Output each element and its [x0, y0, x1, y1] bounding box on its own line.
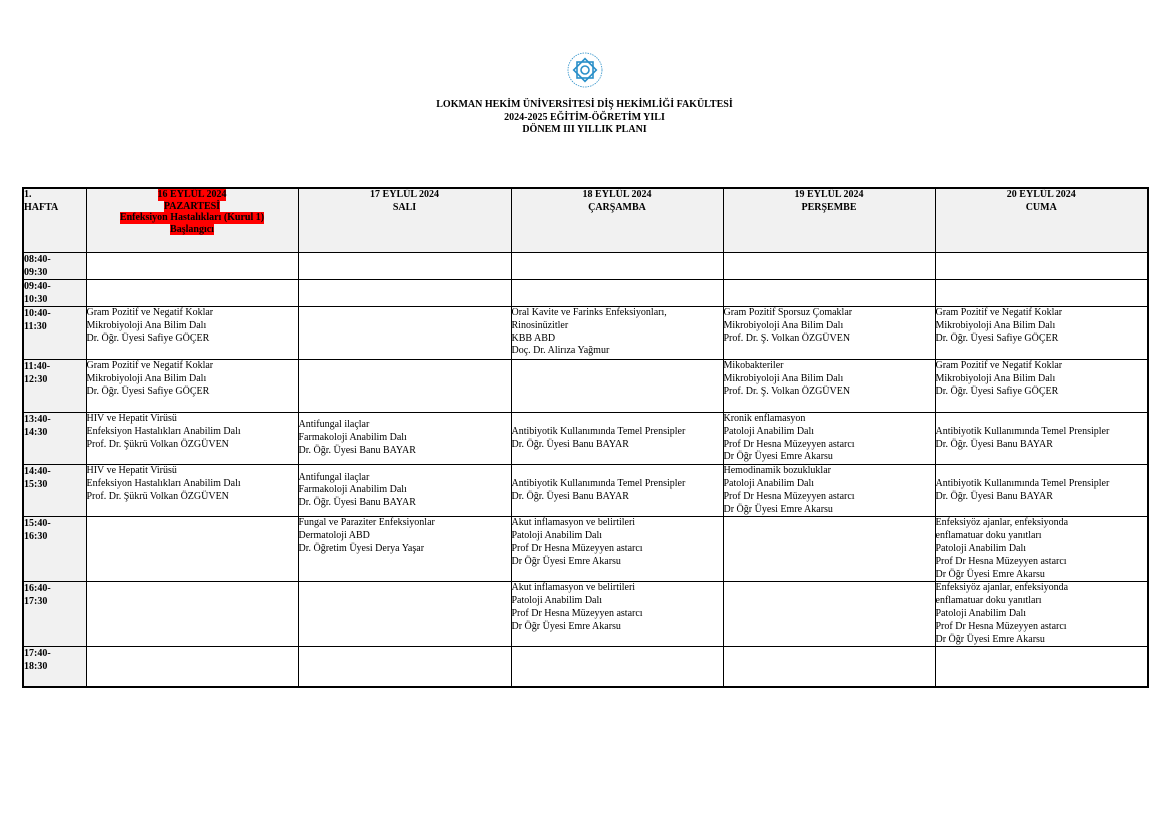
time-slot-label: [23, 465, 86, 517]
lecture-line: Dr. Öğr. Üyesi Safiye GÖÇER: [935, 332, 1059, 344]
schedule-cell: [86, 307, 298, 360]
schedule-cell: [298, 517, 511, 582]
lecture-line: Prof. Dr. Ş. Volkan ÖZGÜVEN: [723, 332, 851, 344]
schedule-cell: [298, 582, 511, 647]
schedule-cell: [723, 280, 935, 307]
schedule-cell: [723, 582, 935, 647]
schedule-cell: [723, 517, 935, 582]
lecture-line: Enfeksiyöz ajanlar, enfeksiyonda: [935, 517, 1069, 529]
schedule-header-row: [23, 188, 1148, 253]
time-slot-row: [23, 360, 1148, 413]
schedule-cell: [935, 647, 1148, 687]
lecture-line: Enfeksiyöz ajanlar, enfeksiyonda: [935, 582, 1069, 594]
lecture-line: Patoloji Anabilim Dalı: [935, 542, 1027, 554]
lecture-line: Dr Öğr Üyesi Emre Akarsu: [511, 555, 621, 567]
lecture-line: Dr Öğr Üyesi Emre Akarsu: [723, 451, 833, 463]
lecture-line: Oral Kavite ve Farinks Enfeksiyonları,: [511, 307, 667, 318]
lecture-line: Patoloji Anabilim Dalı: [511, 530, 603, 542]
time-slot-label: [23, 253, 86, 280]
lecture-line: Dr Öğr Üyesi Emre Akarsu: [935, 568, 1045, 580]
schedule-cell: [511, 517, 723, 582]
schedule-cell: [86, 647, 298, 687]
schedule-cell: [86, 517, 298, 582]
time-slot-label: [23, 647, 86, 687]
lecture-line: Mikobakteriler: [723, 360, 784, 371]
lecture-line: Mikrobiyoloji Ana Bilim Dalı: [86, 319, 207, 331]
lecture-line: Mikrobiyoloji Ana Bilim Dalı: [723, 319, 844, 331]
time-slot-text: 14:30: [24, 427, 48, 438]
lecture-line: Gram Pozitif Sporsuz Çomaklar: [723, 307, 853, 318]
lecture-line: Prof Dr Hesna Müzeyyen astarcı: [723, 490, 855, 502]
schedule-cell: [511, 253, 723, 280]
time-slot-text: 16:40-: [24, 583, 51, 595]
schedule-cell: [723, 647, 935, 687]
day-header-wednesday: [511, 188, 723, 253]
lecture-line: Prof Dr Hesna Müzeyyen astarcı: [935, 620, 1067, 632]
lecture-line: Dermatoloji ABD: [298, 530, 370, 542]
time-slot-text: 16:30: [24, 531, 48, 543]
lecture-line: Dr. Öğr. Üyesi Banu BAYAR: [935, 438, 1053, 450]
schedule-cell: [86, 280, 298, 307]
time-slot-row: [23, 307, 1148, 360]
day-name: CUMA: [1025, 201, 1057, 213]
schedule-cell: [511, 280, 723, 307]
time-slot-text: 10:40-: [24, 308, 51, 319]
schedule-cell: [298, 465, 511, 517]
schedule-cell: [511, 647, 723, 687]
lecture-line: Patoloji Anabilim Dalı: [935, 607, 1027, 619]
lecture-line: Rinosinüzitler: [511, 319, 569, 331]
lecture-line: Patoloji Anabilim Dalı: [723, 477, 815, 489]
lecture-line: Enfeksiyon Hastalıkları Anabilim Dalı: [86, 425, 241, 437]
header-university: LOKMAN HEKİM ÜNİVERSİTESİ DİŞ HEKİMLİĞİ FAKÜLTESİ: [436, 99, 733, 110]
time-slot-text: 15:30: [24, 479, 48, 491]
lecture-line: Prof Dr Hesna Müzeyyen astarcı: [723, 438, 855, 450]
time-slot-text: 12:30: [24, 374, 48, 385]
lecture-line: Gram Pozitif ve Negatif Koklar: [86, 307, 214, 318]
schedule-cell: [935, 517, 1148, 582]
lecture-line: Dr. Öğr. Üyesi Safiye GÖÇER: [935, 385, 1059, 397]
lecture-line: HIV ve Hepatit Virüsü: [86, 465, 177, 477]
lecture-line: Dr. Öğr. Üyesi Banu BAYAR: [935, 490, 1053, 502]
day-date: 17 EYLÜL 2024: [370, 189, 439, 200]
time-slot-label: [23, 360, 86, 413]
lecture-line: Farmakoloji Anabilim Dalı: [298, 484, 407, 496]
lecture-line: Dr. Öğretim Üyesi Derya Yaşar: [298, 542, 425, 554]
lecture-line: Antibiyotik Kullanımında Temel Prensipler: [511, 425, 686, 437]
lecture-line: Fungal ve Paraziter Enfeksiyonlar: [298, 517, 435, 529]
lecture-line: Enfeksiyon Hastalıkları Anabilim Dalı: [86, 477, 241, 489]
lecture-line: Prof. Dr. Şükrü Volkan ÖZGÜVEN: [86, 438, 229, 450]
lecture-line: Mikrobiyoloji Ana Bilim Dalı: [86, 372, 207, 384]
time-slot-text: 14:40-: [24, 466, 51, 478]
university-logo-icon: [563, 50, 607, 90]
lecture-line: Gram Pozitif ve Negatif Koklar: [935, 360, 1063, 371]
day-date: 20 EYLÜL 2024: [1006, 189, 1076, 200]
header-academic-year: 2024-2025 EĞİTİM-ÖĞRETİM YILI: [504, 111, 665, 123]
course-start-note: Enfeksiyon Hastalıkları (Kurul 1): [119, 212, 265, 223]
time-slot-label: [23, 517, 86, 582]
schedule-cell: [511, 465, 723, 517]
lecture-line: Akut inflamasyon ve belirtileri: [511, 517, 636, 529]
lecture-line: Gram Pozitif ve Negatif Koklar: [86, 360, 214, 371]
time-slot-text: 18:30: [24, 661, 48, 673]
schedule-cell: [935, 360, 1148, 413]
lecture-line: Dr. Öğr. Üyesi Banu BAYAR: [298, 497, 416, 509]
weekly-schedule-table: [22, 187, 1149, 688]
lecture-line: Dr Öğr Üyesi Emre Akarsu: [723, 503, 833, 515]
schedule-cell: [298, 647, 511, 687]
schedule-cell: [86, 582, 298, 647]
schedule-cell: [935, 465, 1148, 517]
time-slot-row: [23, 413, 1148, 465]
schedule-cell: [298, 280, 511, 307]
day-header-tuesday: [298, 188, 511, 253]
time-slot-text: 17:40-: [24, 648, 51, 660]
lecture-line: Prof Dr Hesna Müzeyyen astarcı: [511, 542, 643, 554]
time-slot-row: [23, 517, 1148, 582]
schedule-cell: [935, 582, 1148, 647]
schedule-cell: [723, 360, 935, 413]
lecture-line: Prof Dr Hesna Müzeyyen astarcı: [935, 555, 1067, 567]
time-slot-text: 09:40-: [24, 281, 51, 292]
lecture-line: HIV ve Hepatit Virüsü: [86, 413, 177, 424]
lecture-line: Mikrobiyoloji Ana Bilim Dalı: [935, 319, 1056, 331]
lecture-line: Gram Pozitif ve Negatif Koklar: [935, 307, 1063, 318]
schedule-cell: [86, 253, 298, 280]
header-plan-title: DÖNEM III YILLIK PLANI: [522, 124, 647, 135]
time-slot-text: 11:40-: [24, 361, 51, 372]
day-name: ÇARŞAMBA: [588, 201, 646, 213]
lecture-line: Hemodinamik bozukluklar: [723, 465, 831, 477]
time-slot-label: [23, 413, 86, 465]
schedule-cell: [723, 253, 935, 280]
schedule-cell: [935, 280, 1148, 307]
lecture-line: Antibiyotik Kullanımında Temel Prensipler: [935, 425, 1110, 437]
schedule-cell: [298, 307, 511, 360]
day-name: SALI: [392, 201, 417, 213]
time-slot-row: [23, 465, 1148, 517]
time-slot-row: [23, 647, 1148, 687]
schedule-cell: [935, 253, 1148, 280]
lecture-line: Antibiyotik Kullanımında Temel Prensipler: [511, 477, 686, 489]
lecture-line: Mikrobiyoloji Ana Bilim Dalı: [935, 372, 1056, 384]
lecture-line: Doç. Dr. Alirıza Yağmur: [511, 345, 610, 357]
schedule-cell: [298, 360, 511, 413]
lecture-line: Mikrobiyoloji Ana Bilim Dalı: [723, 372, 844, 384]
time-slot-label: [23, 280, 86, 307]
time-slot-row: [23, 582, 1148, 647]
time-slot-row: [23, 253, 1148, 280]
schedule-cell: [511, 307, 723, 360]
time-slot-text: 11:30: [24, 321, 47, 332]
schedule-cell: [723, 307, 935, 360]
time-slot-text: 15:40-: [24, 518, 51, 530]
lecture-line: Dr. Öğr. Üyesi Safiye GÖÇER: [86, 332, 210, 344]
lecture-line: Prof Dr Hesna Müzeyyen astarcı: [511, 607, 643, 619]
lecture-line: Dr. Öğr. Üyesi Banu BAYAR: [511, 438, 629, 450]
day-date: 18 EYLÜL 2024: [582, 189, 652, 200]
lecture-line: KBB ABD: [511, 332, 556, 344]
schedule-cell: [935, 413, 1148, 465]
day-name: PERŞEMBE: [801, 201, 857, 213]
schedule-cell: [935, 307, 1148, 360]
schedule-cell: [86, 413, 298, 465]
document-header: [0, 99, 1169, 137]
day-header-friday: [935, 188, 1148, 253]
lecture-line: Antifungal ilaçlar: [298, 419, 370, 431]
day-date: 16 EYLÜL 2024: [157, 189, 227, 200]
lecture-line: Patoloji Anabilim Dalı: [723, 425, 815, 437]
time-slot-text: 10:30: [24, 294, 48, 305]
schedule-cell: [723, 465, 935, 517]
lecture-line: Akut inflamasyon ve belirtileri: [511, 582, 636, 594]
lecture-line: Prof. Dr. Ş. Volkan ÖZGÜVEN: [723, 385, 851, 397]
schedule-cell: [298, 413, 511, 465]
schedule-cell: [86, 360, 298, 413]
lecture-line: Dr. Öğr. Üyesi Banu BAYAR: [298, 444, 416, 456]
lecture-line: enflamatuar doku yanıtları: [935, 530, 1042, 542]
lecture-line: Dr Öğr Üyesi Emre Akarsu: [511, 620, 621, 632]
lecture-line: Dr. Öğr. Üyesi Safiye GÖÇER: [86, 385, 210, 397]
schedule-cell: [723, 413, 935, 465]
time-slot-text: 13:40-: [24, 414, 51, 425]
time-slot-label: [23, 582, 86, 647]
day-header-monday: [86, 188, 298, 253]
time-slot-text: 17:30: [24, 596, 48, 608]
time-slot-row: [23, 280, 1148, 307]
lecture-line: Dr Öğr Üyesi Emre Akarsu: [935, 633, 1045, 645]
lecture-line: Prof. Dr. Şükrü Volkan ÖZGÜVEN: [86, 490, 229, 502]
lecture-line: Antibiyotik Kullanımında Temel Prensipler: [935, 477, 1110, 489]
schedule-cell: [511, 360, 723, 413]
course-start-note-2: Başlangıcı: [170, 223, 214, 235]
day-name: PAZARTESİ: [163, 200, 221, 212]
lecture-line: Antifungal ilaçlar: [298, 471, 370, 483]
lecture-line: Patoloji Anabilim Dalı: [511, 595, 603, 607]
lecture-line: Farmakoloji Anabilim Dalı: [298, 432, 407, 444]
time-slot-label: [23, 307, 86, 360]
lecture-line: enflamatuar doku yanıtları: [935, 595, 1042, 607]
schedule-cell: [86, 465, 298, 517]
schedule-cell: [511, 413, 723, 465]
schedule-cell: [298, 253, 511, 280]
time-slot-text: 09:30: [24, 267, 48, 278]
lecture-line: Kronik enflamasyon: [723, 413, 806, 424]
time-slot-text: 08:40-: [24, 254, 51, 265]
day-date: 19 EYLÜL 2024: [794, 189, 864, 200]
week-label: 1. HAFTA: [23, 188, 86, 253]
day-header-thursday: [723, 188, 935, 253]
schedule-cell: [511, 582, 723, 647]
lecture-line: Dr. Öğr. Üyesi Banu BAYAR: [511, 490, 629, 502]
